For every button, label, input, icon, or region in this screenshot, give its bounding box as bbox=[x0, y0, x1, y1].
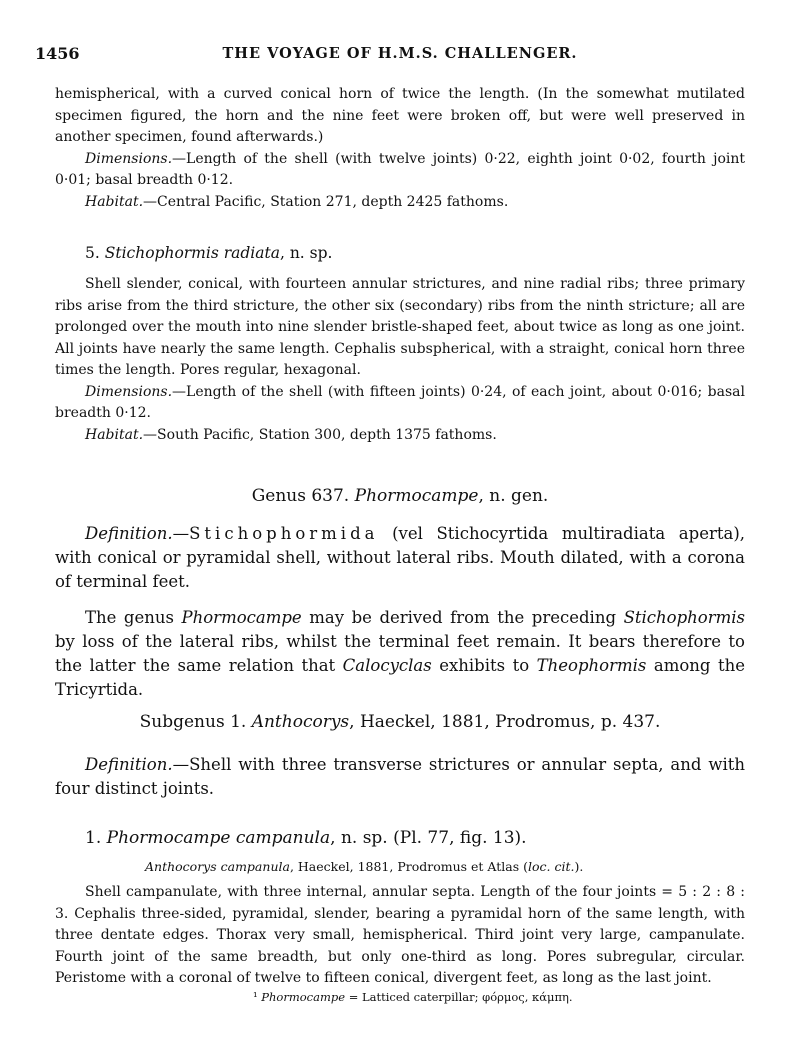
species-name: Phormocampe campanula bbox=[106, 828, 331, 848]
para-text: among the Tricyrtida. bbox=[55, 656, 745, 699]
dimensions-label: Dimensions. bbox=[85, 150, 173, 167]
para-genus-name: Stichophormis bbox=[623, 608, 745, 627]
genus-paragraph bbox=[55, 606, 745, 702]
species-suffix: , n. sp. bbox=[279, 244, 333, 262]
species-suffix: , n. sp. (Pl. 77, fig. 13). bbox=[330, 828, 527, 848]
footnote bbox=[55, 990, 800, 1004]
species-5-body bbox=[55, 274, 745, 446]
species-1-synonym bbox=[55, 859, 800, 874]
synonym-end: ). bbox=[574, 859, 584, 874]
para-text: by loss of the lateral ribs, whilst the terminal feet remain. It bears therefore to the latter the same relation that bbox=[55, 632, 745, 675]
footnote-text: = Latticed caterpillar; φόρμος, κάμπη. bbox=[345, 990, 573, 1004]
species-1-description: Shell campanulate, with three internal, annular septa. Length of the four joints = 5 : 2 : 8 : 3. Cephalis three-sided, pyramidal, slender, bearing a pyramidal horn of the same length, with three dentate edges. Thorax very small, hemispherical. Third joint very large, campanulate. Fourth joint of the same breadth, but only one-third as long. Pores subregular, circular. Peristome with a coronal of twelve to fifteen conical, divergent feet, as long as the last joint. bbox=[55, 884, 745, 986]
page-header bbox=[35, 44, 745, 68]
synonym-name: Anthocorys campanula bbox=[145, 859, 290, 874]
para-text: exhibits to bbox=[431, 656, 537, 675]
definition-label: Definition. bbox=[85, 524, 173, 543]
page-number: 1456 bbox=[35, 44, 80, 63]
habitat-label: Habitat. bbox=[85, 193, 144, 210]
species-4-description: hemispherical, with a curved conical horn of twice the length. (In the somewhat mutilated specimen figured, the horn and the nine feet were broken off, but were well preserved in another specimen, found afterwards.) bbox=[55, 86, 745, 145]
habitat-text: —Central Pacific, Station 271, depth 2425 fathoms. bbox=[143, 193, 509, 210]
genus-body bbox=[55, 522, 745, 702]
definition-text: —Shell with three transverse strictures or annular septa, and with four distinct joints. bbox=[55, 755, 745, 798]
species-1-body bbox=[55, 882, 745, 990]
synonym-citation: loc. cit. bbox=[527, 859, 575, 874]
subgenus-definition bbox=[55, 753, 745, 801]
genus-definition bbox=[55, 522, 745, 594]
genus-number: Genus 637. bbox=[251, 486, 350, 506]
para-genus-name: Theophormis bbox=[536, 656, 647, 675]
para-genus-name: Phormocampe bbox=[181, 608, 302, 627]
species-1-heading bbox=[85, 828, 775, 848]
subgenus-name: Anthocorys bbox=[251, 712, 350, 732]
running-title: THE VOYAGE OF H.M.S. CHALLENGER. bbox=[222, 45, 578, 62]
subgenus-heading bbox=[55, 712, 745, 732]
para-text: may be derived from the preceding bbox=[301, 608, 624, 627]
species-5-habitat bbox=[55, 425, 745, 447]
para-text: The genus bbox=[85, 608, 182, 627]
para-genus-name: Calocyclas bbox=[342, 656, 432, 675]
genus-name: Phormocampe bbox=[354, 486, 479, 506]
definition-text: (vel Stichocyrtida multiradiata aperta), with conical or pyramidal shell, without lateral ribs. Mouth dilated, with a corona of terminal feet. bbox=[55, 524, 745, 591]
definition-spaced-term: Stichophormida bbox=[189, 524, 379, 543]
species-4-continuation bbox=[55, 84, 745, 213]
subgenus-definition-text bbox=[55, 753, 745, 801]
species-4-habitat bbox=[55, 192, 745, 214]
synonym-text: , Haeckel, 1881, Prodromus et Atlas ( bbox=[289, 859, 528, 874]
species-number: 5. bbox=[85, 244, 100, 262]
dimensions-text: —Length of the shell (with fifteen joints) 0·24, of each joint, about 0·016; basal breadth 0·12. bbox=[55, 383, 745, 421]
dimensions-text: —Length of the shell (with twelve joints) 0·22, eighth joint 0·02, fourth joint 0·01; basal breadth 0·12. bbox=[55, 150, 745, 188]
subgenus-number: Subgenus 1. bbox=[139, 712, 247, 732]
footnote-mark: ¹ bbox=[253, 990, 258, 1004]
habitat-text: —South Pacific, Station 300, depth 1375 fathoms. bbox=[143, 426, 497, 443]
species-name: Stichophormis radiata bbox=[104, 244, 280, 262]
species-4-dimensions bbox=[55, 149, 745, 192]
subgenus-suffix: , Haeckel, 1881, Prodromus, p. 437. bbox=[349, 712, 661, 732]
footnote-genus-name: Phormocampe bbox=[261, 990, 346, 1004]
definition-dash: — bbox=[172, 524, 190, 543]
species-5-description: Shell slender, conical, with fourteen annular strictures, and nine radial ribs; three primary ribs arise from the third stricture, the other six (secondary) ribs from the ninth stricture; all are prolonged over the mouth into nine slender bristle-shaped feet, about twice as long as one joint. All joints have nearly the same length. Cephalis subspherical, with a straight, conical horn three times the length. Pores regular, hexagonal. bbox=[55, 276, 745, 378]
species-number: 1. bbox=[85, 828, 102, 848]
genus-heading bbox=[55, 486, 745, 506]
dimensions-label: Dimensions. bbox=[85, 383, 173, 400]
species-5-heading bbox=[85, 244, 775, 262]
genus-suffix: , n. gen. bbox=[478, 486, 549, 506]
species-5-dimensions bbox=[55, 382, 745, 425]
definition-label: Definition. bbox=[85, 755, 173, 774]
habitat-label: Habitat. bbox=[85, 426, 144, 443]
